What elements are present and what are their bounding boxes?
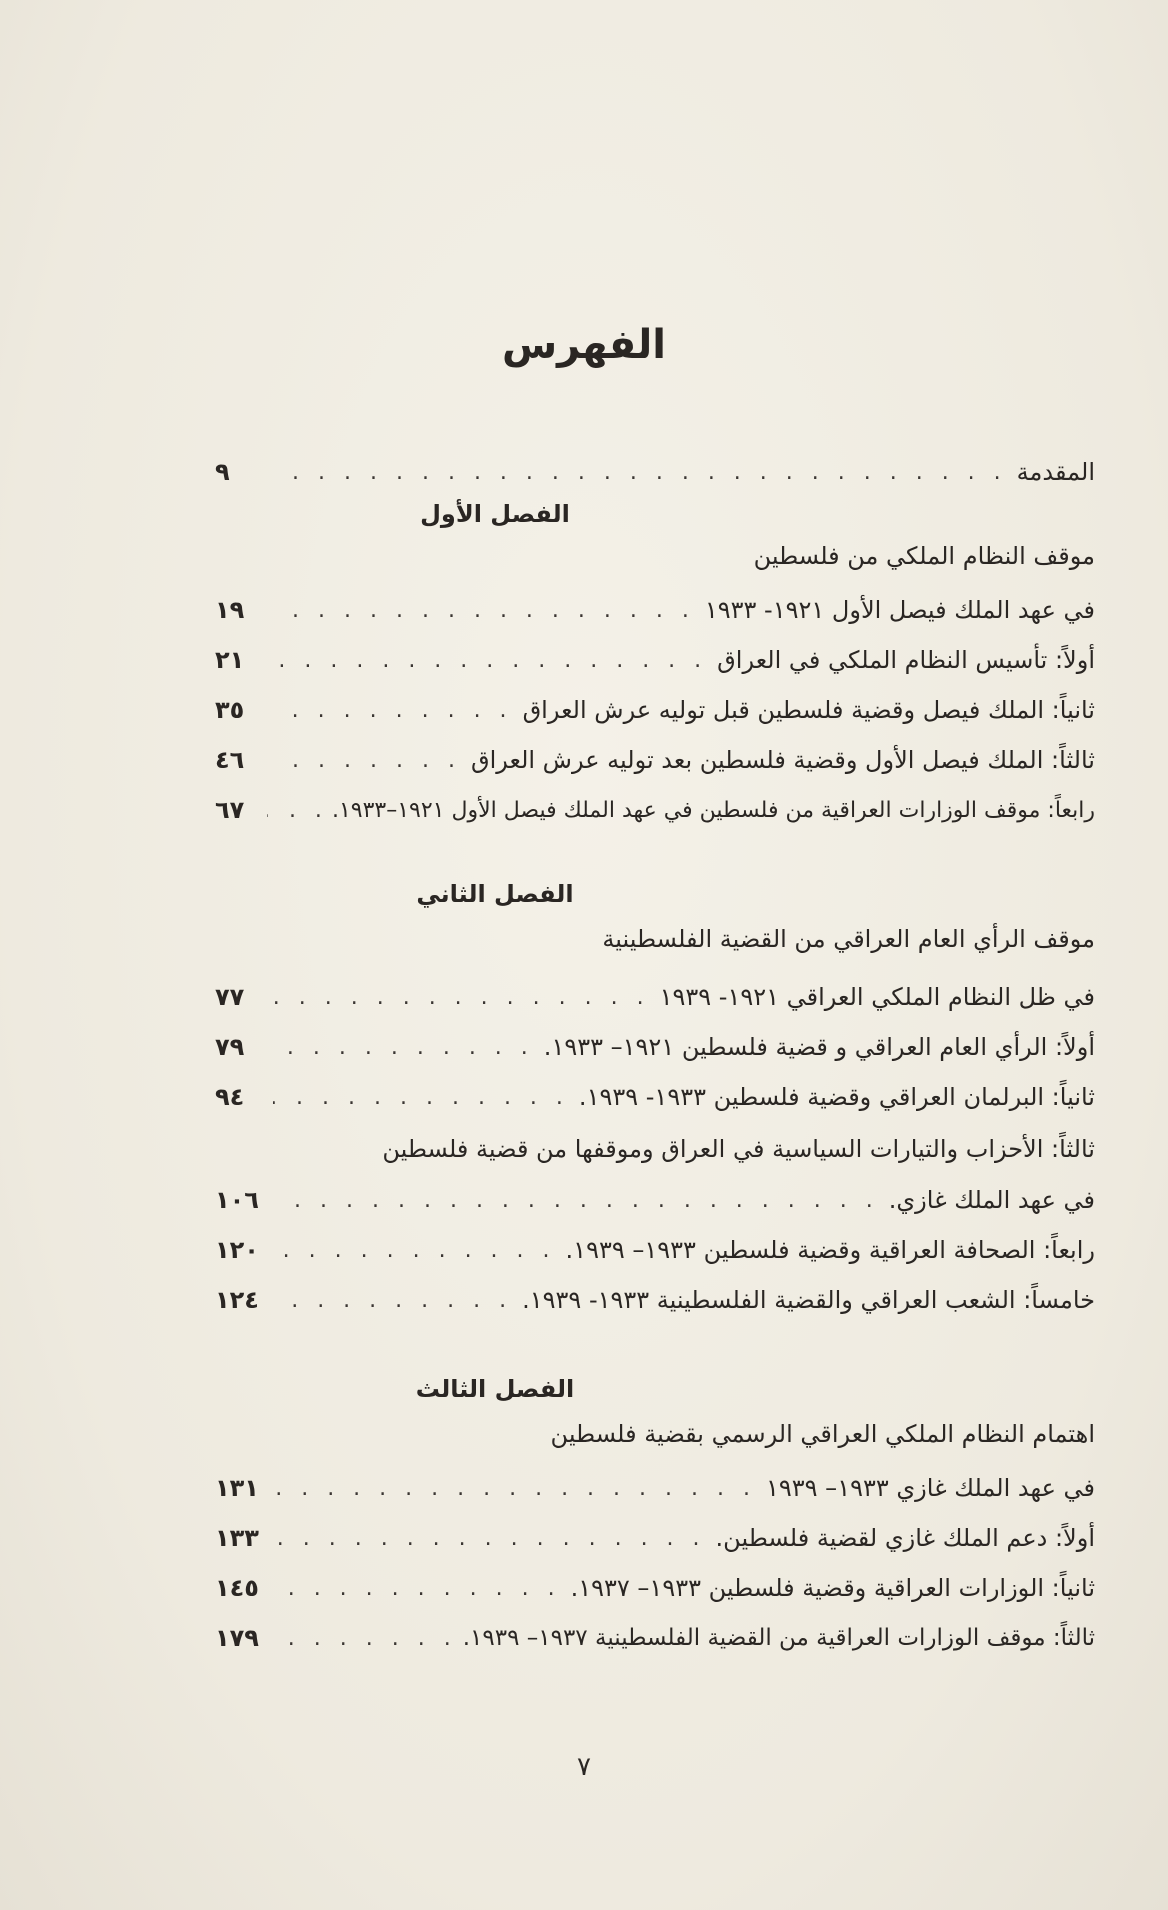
toc-entry xyxy=(215,588,1095,632)
dot-leader xyxy=(273,1238,556,1263)
toc-page-number: ١٣١ xyxy=(215,1474,259,1502)
toc-entry xyxy=(215,738,1095,782)
toc-entry-text: رابعاً: الصحافة العراقية وقضية فلسطين ١٩٣٣– ١٩٣٩. xyxy=(565,1236,1095,1264)
dot-leader xyxy=(273,1035,534,1060)
toc-page-number: ٩٤ xyxy=(215,1083,245,1111)
toc-page-number: ٧٧ xyxy=(215,983,245,1011)
toc-entry-text: المقدمة xyxy=(1016,458,1095,486)
dot-leader xyxy=(273,1576,561,1601)
chapter-3-subtitle: اهتمام النظام الملكي العراقي الرسمي بقضية فلسطين xyxy=(550,1420,1095,1448)
toc-entry-text: أولاً: تأسيس النظام الملكي في العراق xyxy=(717,646,1095,674)
chapter-1-subtitle: موقف النظام الملكي من فلسطين xyxy=(753,542,1095,570)
page-title: الفهرس xyxy=(501,322,666,368)
toc-entry-text: في عهد الملك غازي ١٩٣٣– ١٩٣٩ xyxy=(765,1474,1095,1502)
dot-leader xyxy=(273,985,650,1010)
toc-page-number: ٣٥ xyxy=(215,696,245,724)
toc-entry xyxy=(215,688,1095,732)
toc-entry-text: ثانياً: الملك فيصل وقضية فلسطين قبل توليه عرش العراق xyxy=(522,696,1095,724)
dot-leader xyxy=(269,1626,457,1651)
dot-leader xyxy=(273,598,695,623)
toc-page-number: ٤٦ xyxy=(215,746,245,774)
toc-entry xyxy=(215,1516,1095,1560)
toc-entry-text: في ظل النظام الملكي العراقي ١٩٢١- ١٩٣٩ xyxy=(659,983,1095,1011)
dot-leader xyxy=(267,798,328,823)
toc-page-number: ١٠٦ xyxy=(215,1186,259,1214)
chapter-1-heading: الفصل الأول xyxy=(420,500,570,528)
toc-entry xyxy=(215,1616,1095,1660)
toc-entry-intro xyxy=(215,450,1095,494)
toc-page-number: ١٤٥ xyxy=(215,1574,259,1602)
toc-entry-text: في عهد الملك غازي. xyxy=(888,1186,1095,1214)
toc-page-number: ١٢٠ xyxy=(215,1236,259,1264)
toc-entry-text: خامساً: الشعب العراقي والقضية الفلسطينية ١٩٣٣- ١٩٣٩. xyxy=(522,1286,1095,1314)
dot-leader xyxy=(273,748,461,773)
toc-entry-text: أولاً: الرأي العام العراقي و قضية فلسطين ١٩٢١– ١٩٣٣. xyxy=(543,1033,1095,1061)
toc-entry xyxy=(215,1278,1095,1322)
chapter-2-heading: الفصل الثاني xyxy=(416,880,574,908)
toc-entry xyxy=(215,1178,1095,1222)
page-number: ٧ xyxy=(577,1752,591,1782)
toc-page-number: ١٢٤ xyxy=(215,1286,259,1314)
dot-leader xyxy=(273,1526,706,1551)
toc-entry-text: رابعاً: موقف الوزارات العراقية من فلسطين في عهد الملك فيصل الأول ١٩٢١–١٩٣٣. xyxy=(331,797,1095,823)
toc-entry xyxy=(215,1228,1095,1272)
toc-entry xyxy=(215,1025,1095,1069)
toc-entry-text: في عهد الملك فيصل الأول ١٩٢١- ١٩٣٣ xyxy=(704,596,1095,624)
toc-page-number: ١٩ xyxy=(215,596,245,624)
toc-entry xyxy=(215,1466,1095,1510)
toc-entry-text: ثالثاً: الأحزاب والتيارات السياسية في العراق وموقفها من قضية فلسطين xyxy=(382,1135,1095,1163)
toc-entry-text: ثانياً: الوزارات العراقية وقضية فلسطين ١٩٣٣– ١٩٣٧. xyxy=(570,1574,1095,1602)
toc-entry xyxy=(215,975,1095,1019)
dot-leader xyxy=(273,1288,512,1313)
toc-entry-text: أولاً: دعم الملك غازي لقضية فلسطين. xyxy=(715,1524,1095,1552)
toc-entry xyxy=(215,1566,1095,1610)
toc-entry xyxy=(215,788,1095,832)
toc-page-number: ٧٩ xyxy=(215,1033,245,1061)
dot-leader xyxy=(273,648,707,673)
toc-entry-text: ثالثاً: موقف الوزارات العراقية من القضية الفلسطينية ١٩٣٧– ١٩٣٩. xyxy=(462,1625,1095,1651)
dot-leader xyxy=(273,460,1007,485)
toc-entry xyxy=(215,638,1095,682)
dot-leader xyxy=(273,1085,569,1110)
dot-leader xyxy=(273,1188,879,1213)
dot-leader xyxy=(273,1476,756,1501)
toc-entry-text: ثانياً: البرلمان العراقي وقضية فلسطين ١٩٣٣- ١٩٣٩. xyxy=(578,1083,1095,1111)
toc-page-number: ٩ xyxy=(215,458,230,486)
chapter-2-subtitle: موقف الرأي العام العراقي من القضية الفلسطينية xyxy=(602,925,1095,953)
toc-page-number: ٢١ xyxy=(215,646,245,674)
chapter-3-heading: الفصل الثالث xyxy=(415,1375,575,1403)
toc-page-number: ٦٧ xyxy=(215,796,245,824)
toc-page-number: ١٧٩ xyxy=(215,1624,259,1652)
toc-entry xyxy=(215,1075,1095,1119)
toc-entry-text: ثالثاً: الملك فيصل الأول وقضية فلسطين بعد توليه عرش العراق xyxy=(470,746,1095,774)
dot-leader xyxy=(273,698,513,723)
toc-page-number: ١٣٣ xyxy=(215,1524,259,1552)
